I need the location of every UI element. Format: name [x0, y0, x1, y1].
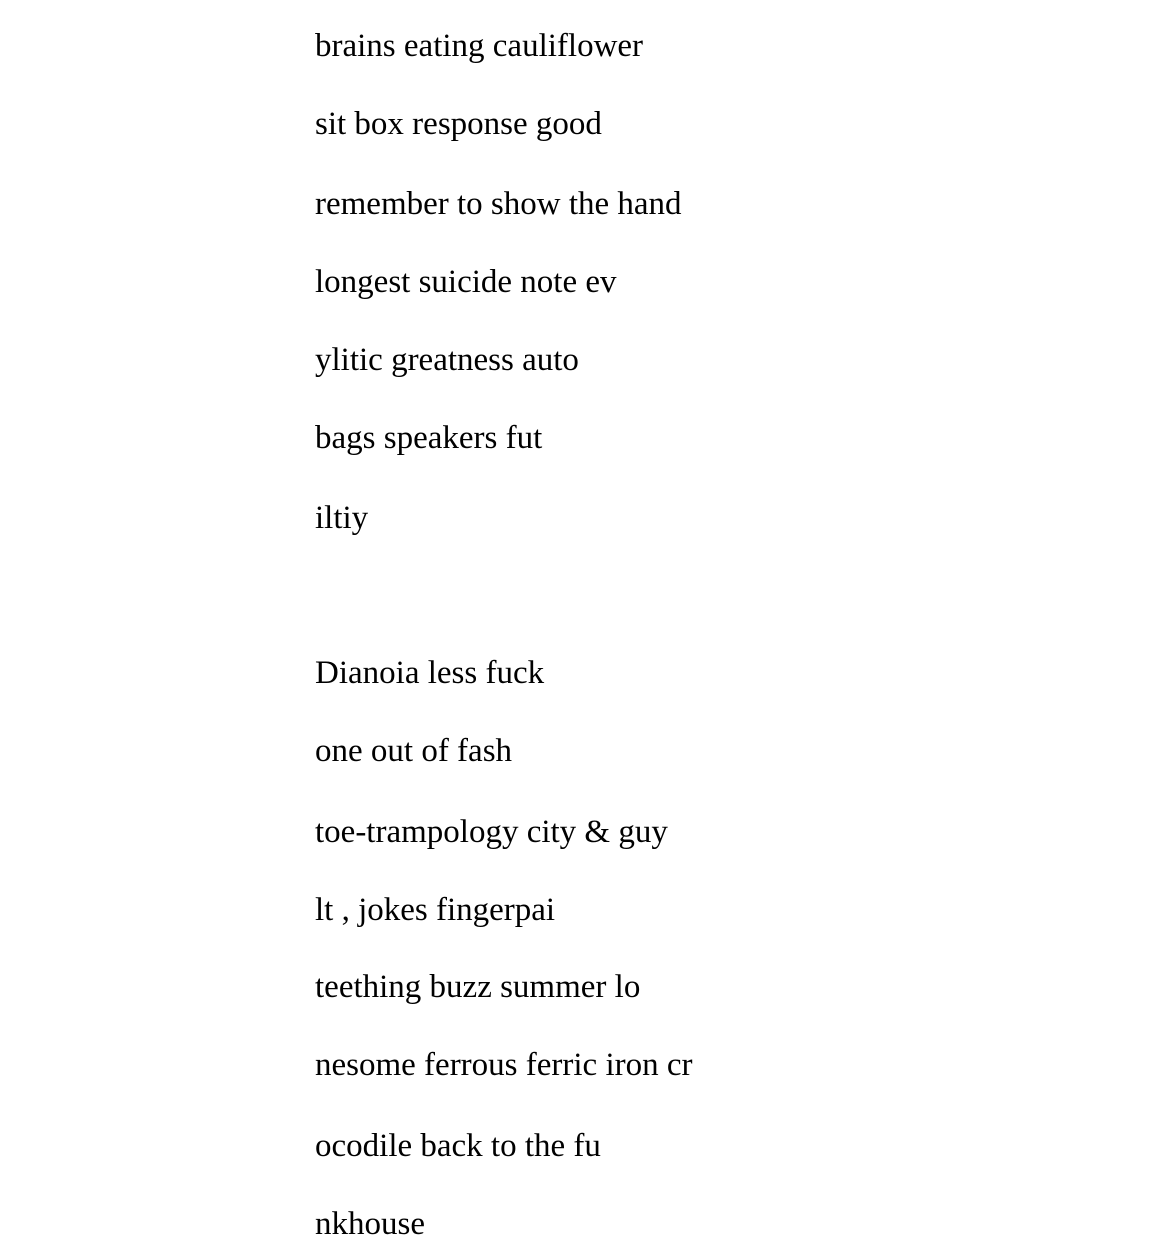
text-line: bags speakers fut [315, 420, 543, 456]
text-line: Dianoia less fuck [315, 655, 545, 691]
text-line: lt , jokes fingerpai [315, 892, 556, 928]
text-line: remember to show the hand [315, 186, 682, 222]
text-line: ylitic greatness auto [315, 342, 579, 378]
text-line: ocodile back to the fu [315, 1128, 601, 1164]
text-line: teething buzz summer lo [315, 969, 641, 1005]
text-line: nesome ferrous ferric iron cr [315, 1047, 693, 1083]
text-line: toe-trampology city & guy [315, 814, 668, 850]
text-line: longest suicide note ev [315, 264, 617, 300]
text-line: nkhouse [315, 1206, 425, 1242]
text-line: sit box response good [315, 106, 602, 142]
text-line: one out of fash [315, 733, 513, 769]
text-line: iltiy [315, 500, 369, 536]
text-line: brains eating cauliflower [315, 28, 644, 64]
